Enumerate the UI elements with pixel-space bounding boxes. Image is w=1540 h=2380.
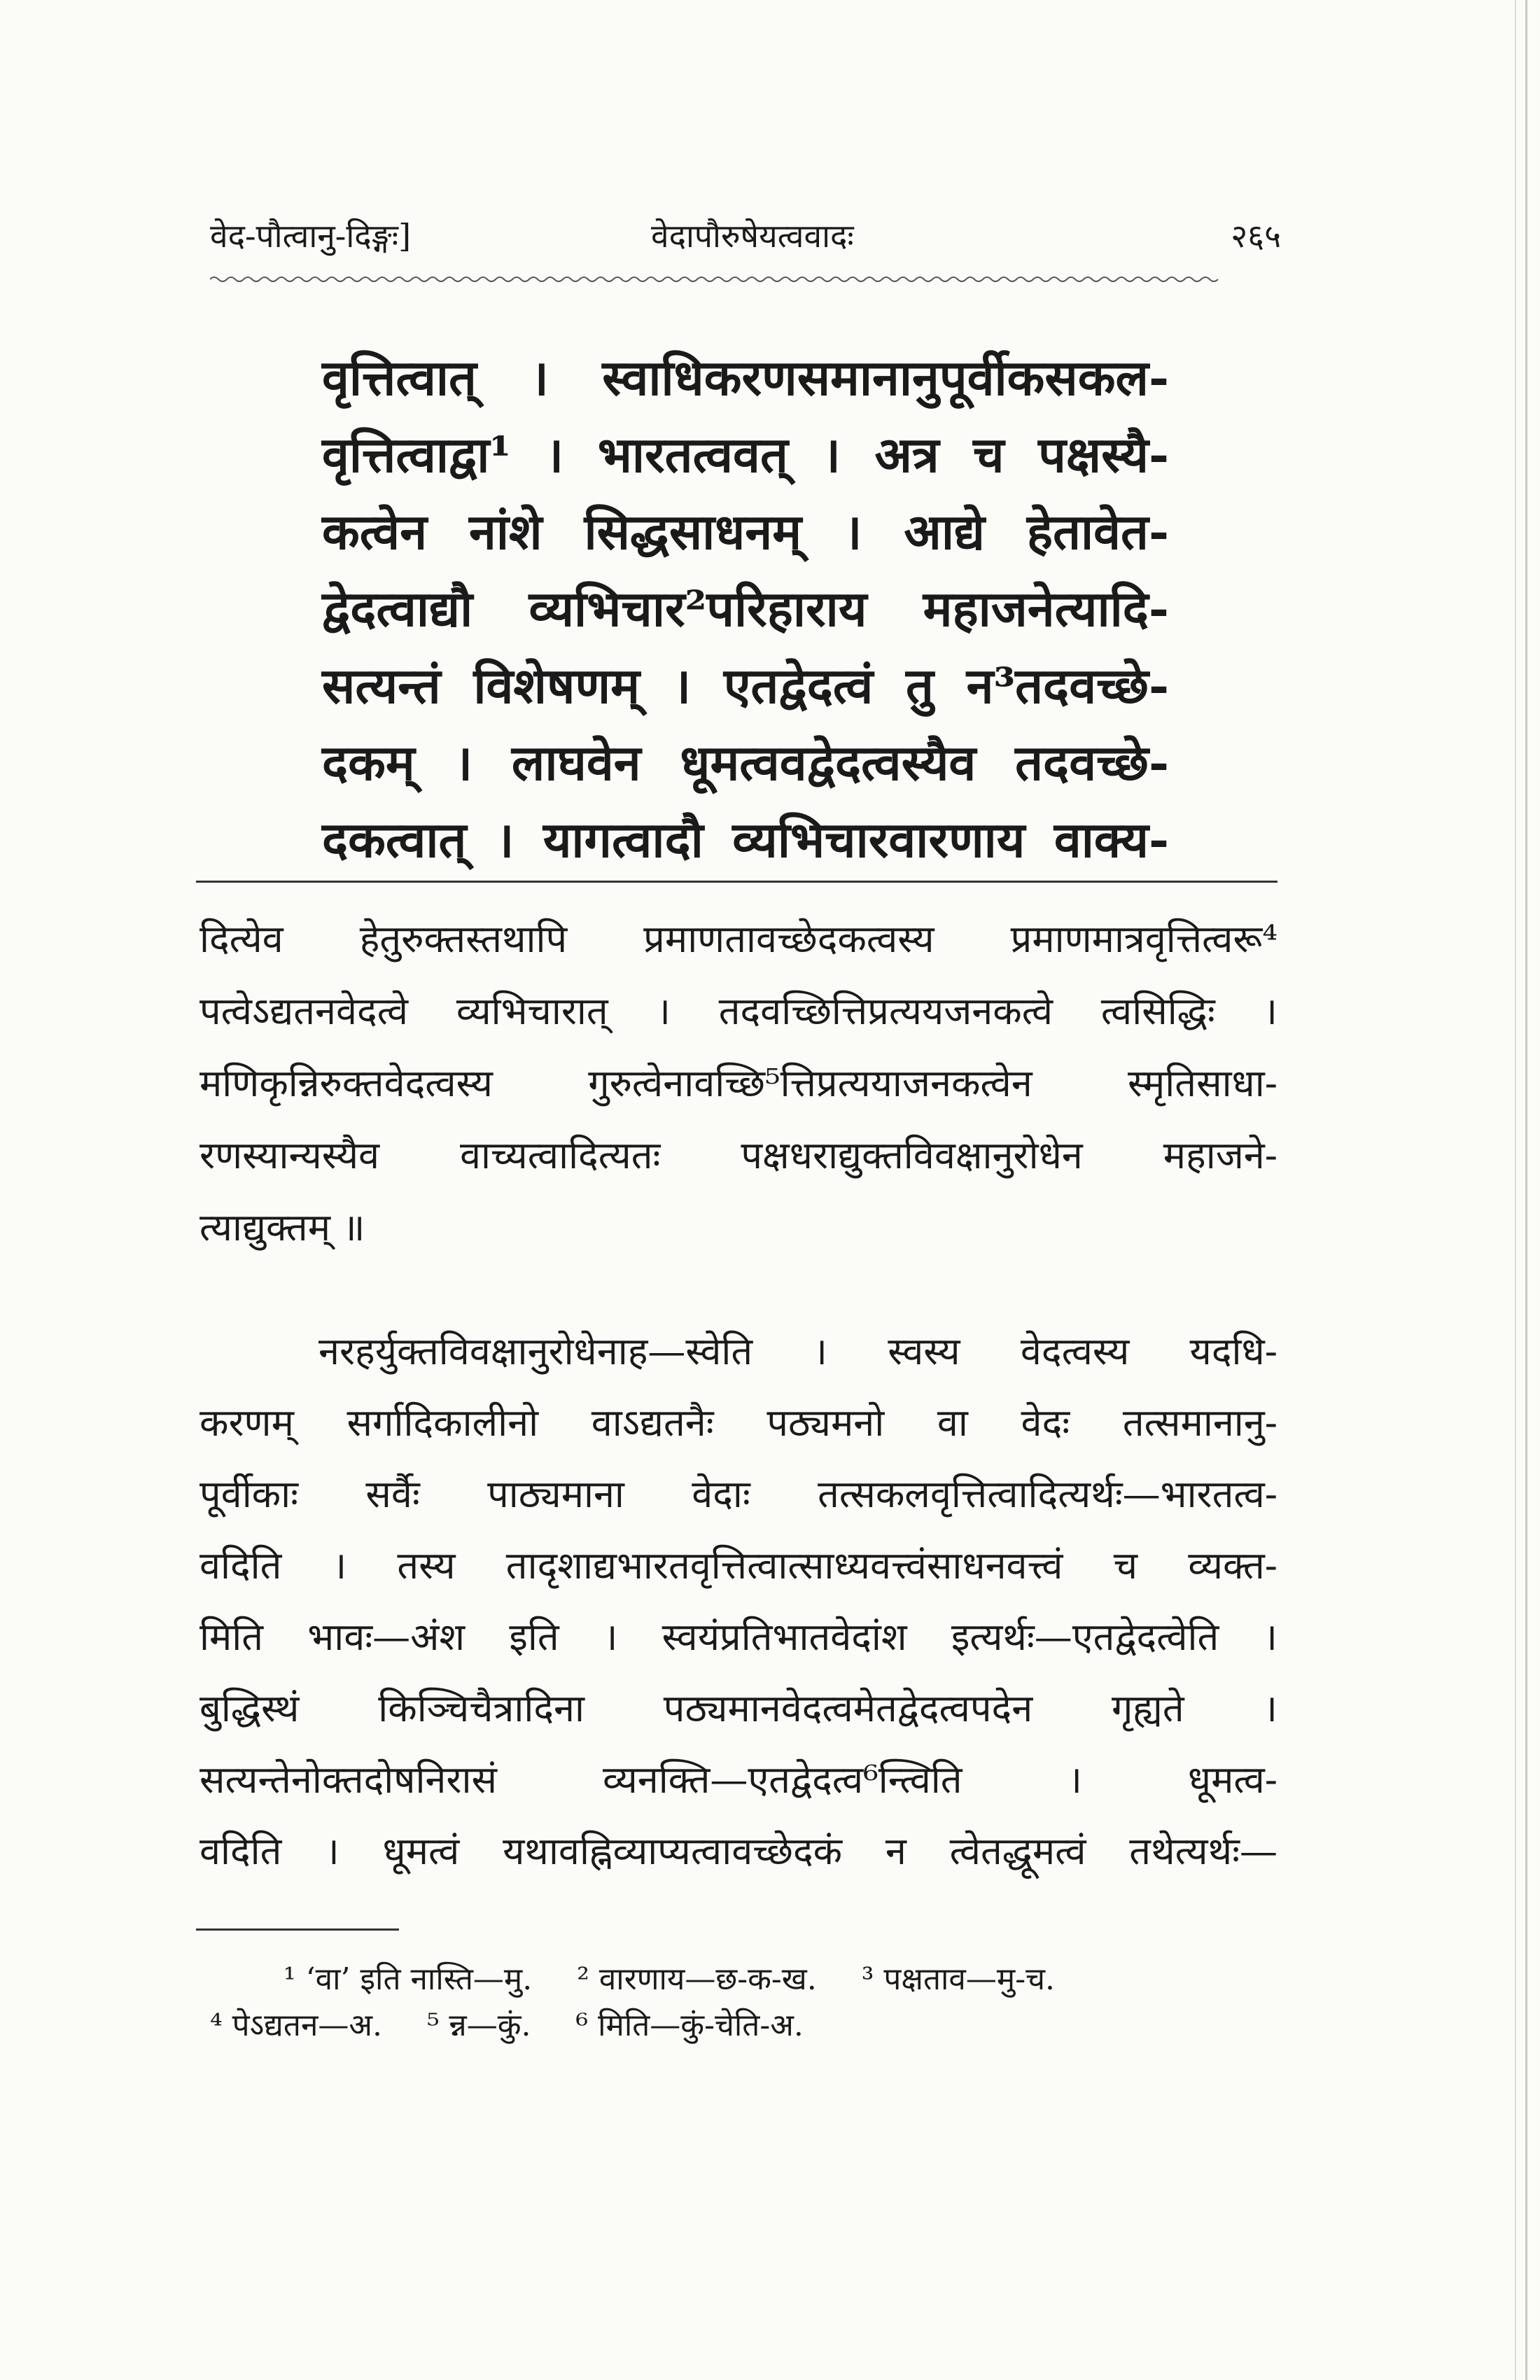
mula-line: कत्वेन नांशे सिद्धसाधनम् । आद्ये हेतावेत-: [322, 503, 1169, 561]
footnote: ⁶ मिति—कुं-चेति-अ.: [575, 2008, 804, 2043]
mula-line: वृत्तित्वाद्वा¹ । भारतत्ववत् । अत्र च पक्षस्यै-: [322, 426, 1169, 484]
footnote: ² वारणाय—छ-क-ख.: [577, 1961, 817, 1997]
commentary-line: त्याद्युक्तम् ॥: [200, 1205, 365, 1250]
mula-line: वृत्तित्वात् । स्वाधिकरणसमानानुपूर्वीकसकल-: [322, 349, 1169, 407]
commentary-line: सत्यन्तेनोक्तदोषनिरासं व्यनक्ति—एतद्वेदत्व⁶न्त्विति । धूमत्व-: [200, 1758, 1278, 1802]
header-wavy-rule: [210, 274, 1281, 284]
header-left: वेद-पौत्वानु-दिङ्गः]: [210, 217, 412, 255]
commentary-line: रणस्यान्यस्यैव वाच्यत्वादित्यतः पक्षधराद्युक्तविवक्षानुरोधेन महाजने-: [200, 1133, 1278, 1177]
page-number: २६५: [1231, 217, 1281, 255]
footnote: ⁵ न्न—कुं.: [427, 2008, 531, 2043]
page-edge: [1525, 0, 1527, 2380]
footnote-row: [210, 2003, 1281, 2049]
footnote-rule: [196, 1928, 399, 1931]
mula-line: सत्यन्तं विशेषणम् । एतद्वेदत्वं तु न³तदवच्छे-: [322, 657, 1169, 715]
commentary-line: वदिति । तस्य तादृशाद्यभारतवृत्तित्वात्साध्यवत्त्वंसाधनवत्त्वं च व्यक्त-: [200, 1544, 1278, 1588]
commentary-block-1: [200, 903, 1278, 1264]
commentary-line: बुद्धिस्थं किञ्चिचैत्रादिना पठ्यमानवेदत्वमेतद्वेदत्वपदेन गृह्यते ।: [200, 1686, 1278, 1730]
commentary-line: पत्वेऽद्यतनवेदत्वे व्यभिचारात् । तदवच्छित्तिप्रत्ययजनकत्वे त्वसिद्धिः ।: [200, 989, 1278, 1033]
footnotes: [210, 1956, 1281, 2049]
commentary-line: मिति भावः—अंश इति । स्वयंप्रतिभातवेदांश इत्यर्थः—एतद्वेदत्वेति ।: [200, 1615, 1278, 1659]
mula-line: दकम् । लाघवेन धूमत्ववद्वेदत्वस्यैव तदवच्छे-: [322, 734, 1169, 792]
footnote-row: [210, 1956, 1281, 2003]
commentary-line: वदिति । धूमत्वं यथावह्निव्याप्यत्वावच्छेदकं न त्वेतद्धूमत्वं तथेत्यर्थः—: [200, 1829, 1278, 1873]
page-edge-inner: [1515, 0, 1516, 2380]
footnote: ⁴ पेऽद्यतन—अ.: [210, 2008, 382, 2043]
header-title: वेदापौरुषेयत्ववादः: [651, 217, 854, 255]
mula-text: [322, 340, 1169, 878]
commentary-block-2: [200, 1316, 1278, 1887]
section-divider: [196, 881, 1278, 883]
commentary-line: मणिकृन्निरुक्तवेदत्वस्य गुरुत्वेनावच्छि⁵त्तिप्रत्ययाजनकत्वेन स्मृतिसाधा-: [200, 1061, 1278, 1105]
commentary-line: करणम् सर्गादिकालीनो वाऽद्यतनैः पठ्यमनो वा वेदः तत्समानानु-: [200, 1401, 1278, 1445]
mula-line: द्वेदत्वाद्यौ व्यभिचार²परिहाराय महाजनेत्यादि-: [322, 580, 1169, 638]
running-header: [210, 214, 1281, 270]
footnote: ³ पक्षताव—मु-च.: [861, 1961, 1055, 1997]
commentary-line: दित्येव हेतुरुक्तस्तथापि प्रमाणतावच्छेदकत्वस्य प्रमाणमात्रवृत्तित्वरू⁴: [200, 917, 1278, 961]
commentary-line: नरहर्युक्तविवक्षानुरोधेनाह—स्वेति । स्वस्य वेदत्वस्य यदधि-: [318, 1329, 1278, 1373]
footnote: ¹ ‘वा’ इति नास्ति—मु.: [284, 1961, 533, 1997]
mula-line: दकत्वात् । यागत्वादौ व्यभिचारवारणाय वाक्य-: [322, 811, 1169, 869]
commentary-line: पूर्वीकाः सर्वैः पाठ्यमाना वेदाः तत्सकलवृत्तित्वादित्यर्थः—भारतत्व-: [200, 1472, 1278, 1516]
